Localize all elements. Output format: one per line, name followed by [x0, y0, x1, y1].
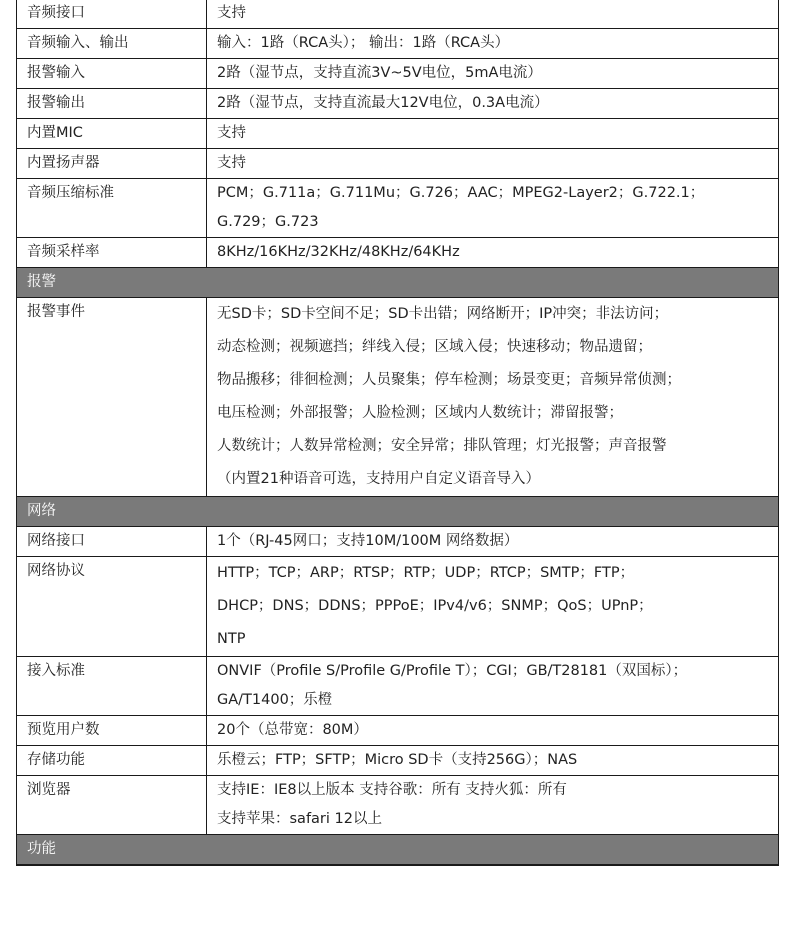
spec-value-line: PCM；G.711a；G.711Mu；G.726；AAC；MPEG2-Layer2；G.722.1； [217, 185, 705, 201]
spec-label: 接入标准 [17, 657, 207, 716]
spec-row [17, 149, 779, 179]
spec-value [207, 29, 779, 59]
spec-row [17, 865, 779, 866]
spec-row [17, 89, 779, 119]
spec-label: 音频输入、输出 [17, 29, 207, 59]
section-title: 网络 [17, 497, 779, 527]
spec-value-line: 1个（RJ-45网口；支持10M/100M 网络数据） [217, 533, 519, 549]
spec-row [17, 527, 779, 557]
spec-value-line: ONVIF（Profile S/Profile G/Profile T）；CGI；GB/T28181（双国标）； [217, 663, 688, 679]
spec-value-line: 2路（湿节点，支持直流3V~5V电位，5mA电流） [217, 65, 542, 81]
spec-label: 存储功能 [17, 746, 207, 776]
spec-value-line: 人数统计；人数异常检测；安全异常；排队管理；灯光报警；声音报警 [217, 438, 667, 454]
spec-row [17, 238, 779, 268]
spec-value [207, 746, 779, 776]
spec-value-line: 动态检测；视频遮挡；绊线入侵；区域入侵；快速移动；物品遗留； [217, 339, 652, 355]
spec-table-body [17, 0, 779, 866]
spec-label: 预览用户数 [17, 716, 207, 746]
spec-value [207, 865, 779, 866]
spec-row [17, 776, 779, 835]
spec-label: 报警输出 [17, 89, 207, 119]
spec-row [17, 29, 779, 59]
spec-label: 音频接口 [17, 0, 207, 29]
spec-row [17, 179, 779, 238]
spec-row [17, 657, 779, 716]
spec-label: 音频压缩标准 [17, 179, 207, 238]
spec-value [207, 557, 779, 657]
spec-value-line: 乐橙云；FTP；SFTP；Micro SD卡（支持256G）；NAS [217, 752, 578, 768]
spec-value [207, 527, 779, 557]
spec-value-line: 2路（湿节点，支持直流最大12V电位，0.3A电流） [217, 95, 549, 111]
section-header-row [17, 268, 779, 298]
section-title: 报警 [17, 268, 779, 298]
spec-value-line: （内置21种语音可选，支持用户自定义语音导入） [217, 471, 540, 487]
spec-value [207, 716, 779, 746]
spec-value-line: DHCP；DNS；DDNS；PPPoE；IPv4/v6；SNMP；QoS；UPnP； [217, 598, 653, 614]
spec-value-line: G.729；G.723 [217, 214, 319, 230]
spec-value [207, 298, 779, 497]
spec-value-line: 20个（总带宽：80M） [217, 722, 368, 738]
spec-label: 报警事件 [17, 298, 207, 497]
spec-value-line: 支持IE：IE8以上版本 支持谷歌：所有 支持火狐：所有 [217, 782, 567, 798]
spec-row [17, 557, 779, 657]
spec-value-line: 输入：1路（RCA头）； 输出：1路（RCA头） [217, 35, 510, 51]
section-title: 功能 [17, 835, 779, 865]
spec-label: 报警输入 [17, 59, 207, 89]
spec-label [17, 865, 207, 866]
spec-value-line: HTTP；TCP；ARP；RTSP；RTP；UDP；RTCP；SMTP；FTP； [217, 565, 635, 581]
spec-label: 浏览器 [17, 776, 207, 835]
spec-label: 网络接口 [17, 527, 207, 557]
section-header-row [17, 835, 779, 865]
spec-value [207, 657, 779, 716]
spec-value-line: 支持苹果：safari 12以上 [217, 811, 382, 827]
spec-label: 内置MIC [17, 119, 207, 149]
spec-row [17, 746, 779, 776]
spec-row [17, 119, 779, 149]
spec-value-line: 支持 [217, 5, 246, 21]
spec-row [17, 298, 779, 497]
spec-row [17, 59, 779, 89]
spec-table [16, 0, 779, 866]
spec-label: 网络协议 [17, 557, 207, 657]
spec-value-line: 支持 [217, 155, 246, 171]
spec-value [207, 179, 779, 238]
spec-value [207, 238, 779, 268]
section-header-row [17, 497, 779, 527]
spec-value-line: GA/T1400；乐橙 [217, 692, 333, 708]
spec-value [207, 149, 779, 179]
spec-value-line: 物品搬移；徘徊检测；人员聚集；停车检测；场景变更；音频异常侦测； [217, 372, 681, 388]
spec-value [207, 59, 779, 89]
spec-value [207, 776, 779, 835]
spec-value [207, 89, 779, 119]
spec-value-line: 电压检测；外部报警；人脸检测；区域内人数统计；滞留报警； [217, 405, 623, 421]
spec-row [17, 0, 779, 29]
spec-value-line: 无SD卡；SD卡空间不足；SD卡出错；网络断开；IP冲突；非法访问； [217, 306, 669, 322]
spec-value-line: 8KHz/16KHz/32KHz/48KHz/64KHz [217, 244, 460, 260]
spec-row [17, 716, 779, 746]
spec-value-line: NTP [217, 631, 246, 647]
spec-value [207, 0, 779, 29]
spec-value [207, 119, 779, 149]
spec-label: 内置扬声器 [17, 149, 207, 179]
spec-value-line: 支持 [217, 125, 246, 141]
spec-label: 音频采样率 [17, 238, 207, 268]
